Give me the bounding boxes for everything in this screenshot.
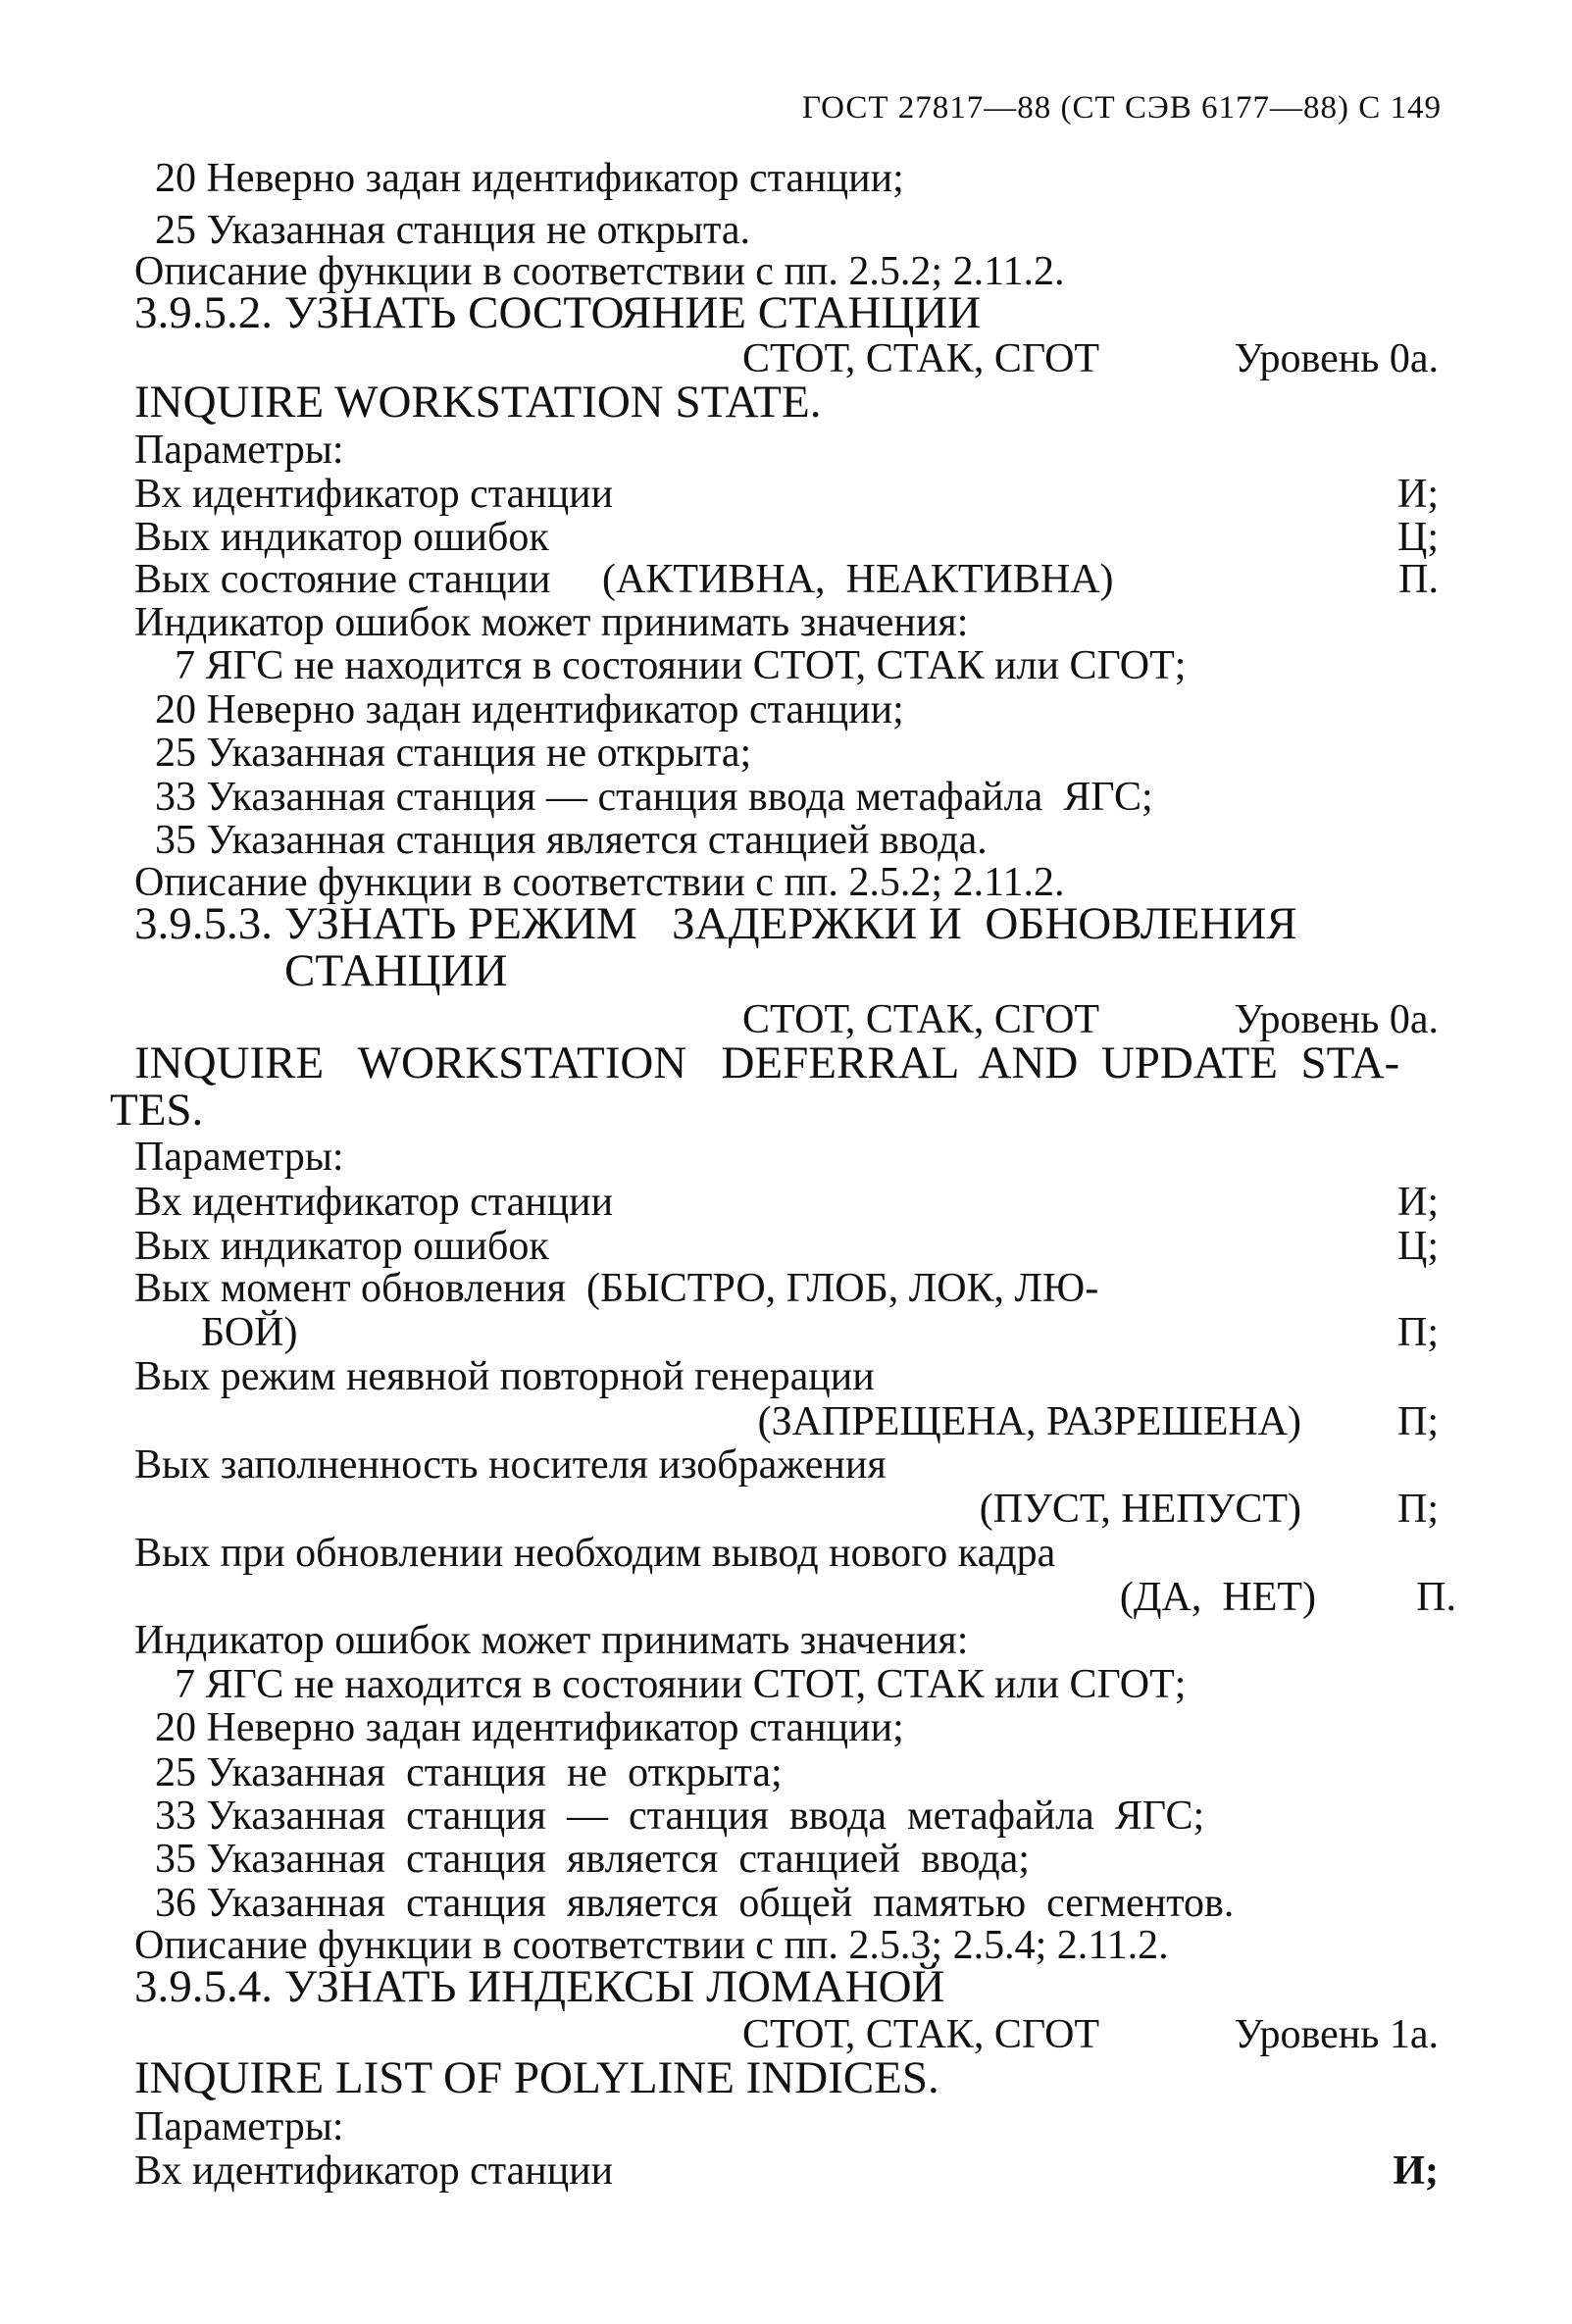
error-code-line: 25 Указанная станция не открыта;	[155, 1750, 783, 1795]
function-description: Описание функции в соответствии с пп. 2.5.3; 2.5.4; 2.11.2.	[134, 1923, 1169, 1968]
parameter-line	[134, 1181, 1439, 1224]
error-indicator-intro: Индикатор ошибок может принимать значения:	[134, 600, 969, 645]
parameter-line	[134, 558, 1439, 601]
parameter-type: И;	[1397, 472, 1439, 517]
english-function-name: INQUIRE LIST OF POLYLINE INDICES.	[134, 2052, 939, 2103]
parameter-values: (ЗАПРЕЩЕНА, РАЗРЕШЕНА)	[757, 1399, 1301, 1444]
operating-states: СТОТ, СТАК, СГОТ	[742, 336, 1100, 381]
error-code-line: 36 Указанная станция является общей памятью сегментов.	[155, 1881, 1235, 1926]
parameter-values: (ПУСТ, НЕПУСТ)	[979, 1487, 1301, 1532]
parameter-text: Вх идентификатор станции	[134, 2148, 614, 2194]
parameter-text: Вых состояние станции (АКТИВНА, НЕАКТИВНА)	[134, 557, 1114, 602]
parameter-line: Вых момент обновления (БЫСТРО, ГЛОБ, ЛОК, ЛЮ-	[134, 1266, 1099, 1311]
parameter-line: Вых заполненность носителя изображения	[134, 1442, 887, 1488]
parameters-label: Параметры:	[134, 1135, 344, 1180]
function-description: Описание функции в соответствии с пп. 2.5.2; 2.11.2.	[134, 249, 1065, 294]
parameter-text: Вых индикатор ошибок	[134, 515, 549, 560]
parameter-type: И;	[1393, 2148, 1439, 2194]
english-function-name-continued: TES.	[110, 1085, 204, 1136]
running-header: ГОСТ 27817—88 (СТ СЭВ 6177—88) С 149	[801, 90, 1442, 126]
level-label: Уровень 1а.	[1234, 2012, 1439, 2057]
error-code-line: 20 Неверно задан идентификатор станции;	[155, 1705, 904, 1750]
function-description: Описание функции в соответствии с пп. 2.5.2; 2.11.2.	[134, 860, 1065, 905]
error-indicator-intro: Индикатор ошибок может принимать значения:	[134, 1618, 969, 1663]
level-label: Уровень 0а.	[1234, 336, 1439, 381]
parameter-line	[134, 2149, 1439, 2193]
parameters-label: Параметры:	[134, 2104, 344, 2149]
error-code-line: 7 ЯГС не находится в состоянии СТОТ, СТАК или СГОТ;	[175, 643, 1187, 688]
section-heading: 3.9.5.4. УЗНАТЬ ИНДЕКСЫ ЛОМАНОЙ	[134, 1961, 945, 2012]
parameter-values: (ДА, НЕТ)	[1119, 1575, 1316, 1620]
parameter-type: И;	[1397, 1180, 1439, 1225]
parameter-text: Вх идентификатор станции	[134, 1180, 614, 1225]
error-code-line: 20 Неверно задан идентификатор станции;	[155, 687, 904, 733]
error-code-line: 33 Указанная станция — станция ввода метафайла ЯГС;	[155, 1794, 1205, 1839]
parameter-type: П.	[1416, 1575, 1456, 1620]
parameter-type: Ц;	[1397, 1224, 1439, 1269]
error-code-line: 25 Указанная станция не открыта;	[155, 731, 752, 776]
parameter-type: П;	[1397, 1487, 1439, 1532]
parameter-line: Вых режим неявной повторной генерации	[134, 1354, 875, 1399]
parameter-line	[134, 1225, 1439, 1268]
error-code-line: 20 Неверно задан идентификатор станции;	[155, 156, 904, 201]
error-code-line: 25 Указанная станция не открыта.	[155, 208, 751, 253]
error-code-line: 7 ЯГС не находится в состоянии СТОТ, СТАК или СГОТ;	[175, 1662, 1187, 1707]
parameter-line	[134, 473, 1439, 516]
parameter-line	[134, 516, 1439, 559]
parameter-text: Вых индикатор ошибок	[134, 1224, 549, 1269]
parameter-type: П;	[1397, 1399, 1439, 1444]
english-function-name: INQUIRE WORKSTATION DEFERRAL AND UPDATE STA-	[134, 1037, 1400, 1088]
parameter-text: БОЙ)	[201, 1310, 298, 1355]
section-heading: 3.9.5.3. УЗНАТЬ РЕЖИМ ЗАДЕРЖКИ И ОБНОВЛЕНИЯ	[134, 898, 1297, 949]
section-heading-continued: СТАНЦИИ	[284, 945, 508, 996]
parameter-text: Вх идентификатор станции	[134, 472, 614, 517]
level-label: Уровень 0а.	[1234, 997, 1439, 1042]
parameter-type: П;	[1397, 1310, 1439, 1355]
error-code-line: 35 Указанная станция является станцией ввода;	[155, 1837, 1030, 1882]
error-code-line: 33 Указанная станция — станция ввода метафайла ЯГС;	[155, 775, 1153, 820]
parameter-type: П.	[1398, 557, 1439, 602]
english-function-name: INQUIRE WORKSTATION STATE.	[134, 377, 822, 428]
error-code-line: 35 Указанная станция является станцией ввода.	[155, 818, 988, 863]
parameter-line: Вых при обновлении необходим вывод нового кадра	[134, 1531, 1056, 1576]
section-heading: 3.9.5.2. УЗНАТЬ СОСТОЯНИЕ СТАНЦИИ	[134, 287, 982, 338]
parameter-type: Ц;	[1397, 515, 1439, 560]
operating-states: СТОТ, СТАК, СГОТ	[742, 997, 1100, 1042]
parameters-label: Параметры:	[134, 428, 344, 473]
operating-states: СТОТ, СТАК, СГОТ	[742, 2012, 1100, 2057]
